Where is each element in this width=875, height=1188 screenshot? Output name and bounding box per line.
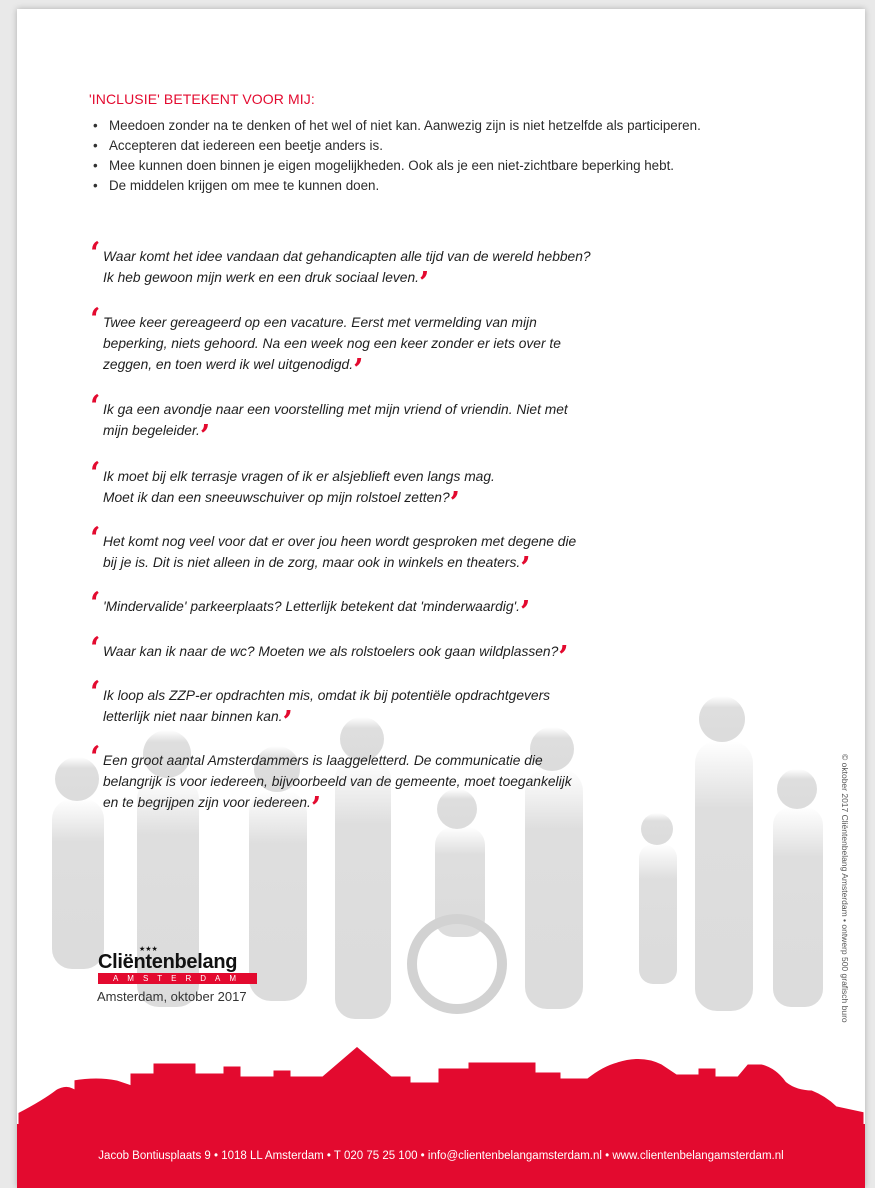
open-quote-mark: ‘ — [90, 740, 101, 775]
document-page — [17, 9, 865, 1188]
list-item: • Meedoen zonder na te denken of het wel of niet kan. Aanwezig zijn is niet hetzelfde als participeren. — [89, 116, 701, 136]
logo-stars: ★★★ — [139, 946, 158, 953]
quote-5: ‘ Het komt nog veel voor dat er over jou heen wordt gesproken met degene die bij je is. Dit is niet alleen in de zorg, maar ook in winkels en theaters.’ — [90, 521, 577, 586]
list-item: • Accepteren dat iedereen een beetje anders is. — [89, 136, 701, 156]
close-quote-mark: ’ — [353, 353, 364, 388]
open-quote-mark: ‘ — [90, 456, 101, 491]
close-quote-mark: ’ — [310, 791, 322, 826]
close-quote-mark: ’ — [449, 486, 461, 521]
open-quote-mark: ‘ — [90, 521, 101, 556]
quote-9: ‘ Een groot aantal Amsterdammers is laaggeletterd. De communicatie die belangrijk is voor iedereen, bijvoorbeeld van de gemeente, moet toegankelijk en te begrijpen zijn voor iedereen.’ — [90, 740, 572, 826]
close-quote-mark: ’ — [199, 419, 211, 454]
close-quote-mark: ’ — [282, 705, 293, 740]
quote-6: ‘ 'Mindervalide' parkeerplaats? Letterlijk betekent dat 'minderwaardig'.’ — [90, 586, 531, 630]
quote-2: ‘ Twee keer gereageerd op een vacature. Eerst met vermelding van mijn beperking, niets gehoord. Na een week nog een keer zonder er iets over te zeggen, en toen werd ik wel uitgenodigd.’ — [90, 302, 561, 388]
amsterdam-skyline-graphic — [17, 1037, 865, 1127]
close-quote-mark: ’ — [520, 595, 531, 630]
close-quote-mark: ’ — [558, 640, 569, 675]
logo-subtitle: AMSTERDAM — [98, 973, 257, 984]
open-quote-mark: ‘ — [90, 675, 101, 710]
close-quote-mark: ’ — [520, 551, 531, 586]
open-quote-mark: ‘ — [90, 389, 101, 424]
footer — [17, 1124, 865, 1188]
quote-7: ‘ Waar kan ik naar de wc? Moeten we als rolstoelers ook gaan wildplassen?’ — [90, 631, 569, 675]
list-item: • De middelen krijgen om mee te kunnen doen. — [89, 176, 701, 196]
quote-1: ‘ Waar komt het idee vandaan dat gehandicapten alle tijd van de wereld hebben? Ik heb gewoon mijn werk en een druk sociaal leven.’ — [90, 236, 591, 301]
design-credit: © oktober 2017 Cliëntenbelang Amsterdam • ontwerp 500 grafisch buro — [840, 754, 850, 1023]
inclusion-heading: 'INCLUSIE' BETEKENT VOOR MIJ: — [89, 91, 315, 107]
logo-name: Cliëntenbelang — [98, 951, 238, 973]
open-quote-mark: ‘ — [90, 302, 101, 337]
open-quote-mark: ‘ — [90, 236, 101, 271]
quote-8: ‘ Ik loop als ZZP-er opdrachten mis, omdat ik bij potentiële opdrachtgevers letterlijk niet naar binnen kan.’ — [90, 675, 551, 740]
footer-contact-text: Jacob Bontiusplaats 9 • 1018 LL Amsterdam • T 020 75 25 100 • info@clientenbelangamsterdam.nl • www.clientenbelangamsterdam.nl — [98, 1150, 784, 1162]
open-quote-mark: ‘ — [90, 631, 101, 666]
open-quote-mark: ‘ — [90, 586, 101, 621]
quote-4: ‘ Ik moet bij elk terrasje vragen of ik er alsjeblieft even langs mag. Moet ik dan een sneeuwschuiver op mijn rolstoel zetten?’ — [90, 456, 495, 521]
dateline: Amsterdam, oktober 2017 — [97, 989, 247, 1004]
inclusion-list — [89, 116, 701, 196]
clientenbelang-logo — [98, 946, 262, 984]
list-item: • Mee kunnen doen binnen je eigen mogelijkheden. Ook als je een niet-zichtbare beperking hebt. — [89, 156, 701, 176]
close-quote-mark: ’ — [418, 266, 430, 301]
quote-3: ‘ Ik ga een avondje naar een voorstelling met mijn vriend of vriendin. Niet met mijn begeleider.’ — [90, 389, 568, 454]
